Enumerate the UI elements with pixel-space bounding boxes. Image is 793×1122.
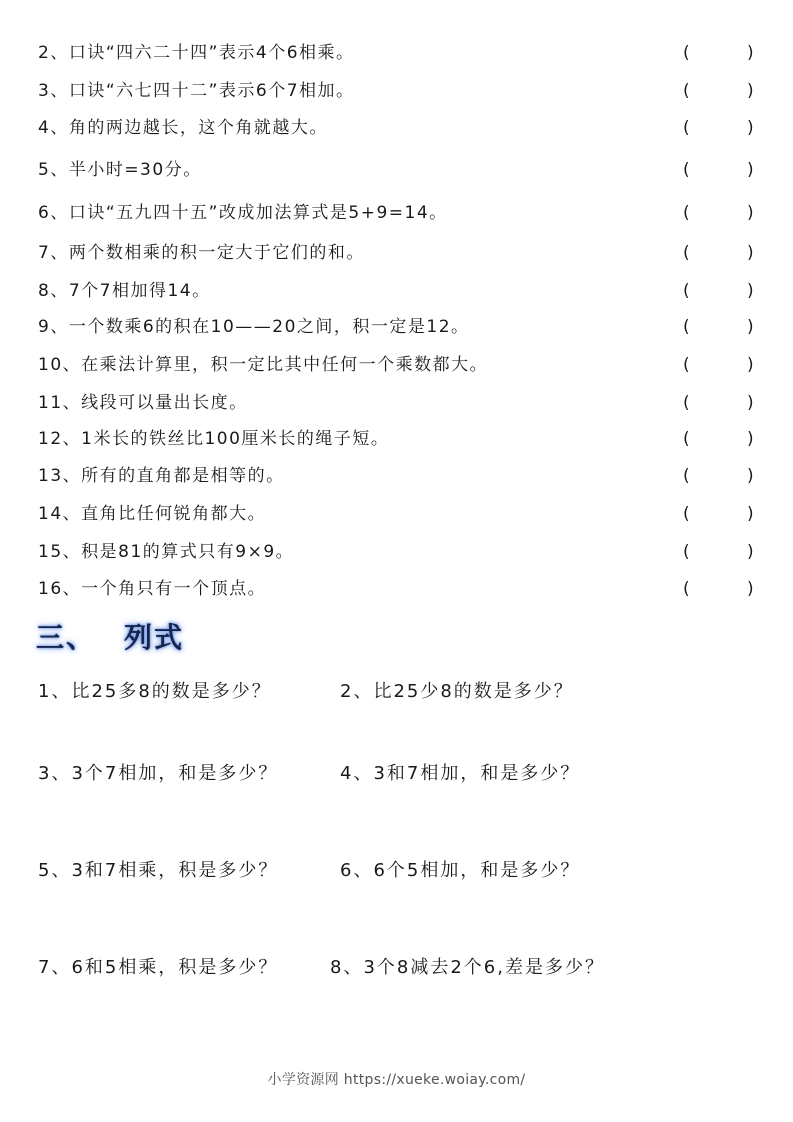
answer-paren-open: ( xyxy=(683,203,692,223)
tf-item xyxy=(38,390,758,416)
tf-item-text: 13、所有的直角都是相等的。 xyxy=(38,466,285,486)
tf-item xyxy=(38,539,758,565)
answer-paren-open: ( xyxy=(683,160,692,180)
question-item: 1、比25多8的数是多少？ xyxy=(38,681,272,702)
answer-paren-open: ( xyxy=(683,243,692,263)
answer-paren-close: ) xyxy=(747,160,756,180)
answer-paren-open: ( xyxy=(683,393,692,413)
answer-paren-close: ) xyxy=(747,355,756,375)
answer-paren-open: ( xyxy=(683,281,692,301)
section-title: 列式 xyxy=(124,621,185,654)
question-item: 7、6和5相乘，积是多少？ xyxy=(38,957,279,978)
answer-paren-open: ( xyxy=(683,81,692,101)
tf-item-text: 15、积是81的算式只有9×9。 xyxy=(38,542,295,562)
tf-item-text: 5、半小时=30分。 xyxy=(38,160,202,180)
question-item: 8、3个8减去2个6,差是多少？ xyxy=(330,957,605,978)
tf-item-text: 8、7个7相加得14。 xyxy=(38,281,211,301)
tf-item xyxy=(38,314,758,340)
tf-item-text: 4、角的两边越长，这个角就越大。 xyxy=(38,118,328,138)
tf-item-text: 12、1米长的铁丝比100厘米长的绳子短。 xyxy=(38,429,390,449)
tf-item-text: 2、口诀“四六二十四”表示4个6相乘。 xyxy=(38,43,355,63)
answer-paren-close: ) xyxy=(747,81,756,101)
tf-item xyxy=(38,426,758,452)
answer-paren-close: ) xyxy=(747,243,756,263)
tf-item xyxy=(38,352,758,378)
answer-paren-close: ) xyxy=(747,466,756,486)
tf-item xyxy=(38,200,758,226)
question-item: 3、3个7相加，和是多少？ xyxy=(38,763,279,784)
tf-item-text: 14、直角比任何锐角都大。 xyxy=(38,504,267,524)
tf-item xyxy=(38,240,758,266)
answer-paren-open: ( xyxy=(683,317,692,337)
question-item: 2、比25少8的数是多少？ xyxy=(340,681,574,702)
section-heading xyxy=(36,616,184,656)
question-item: 6、6个5相加，和是多少？ xyxy=(340,860,581,881)
answer-paren-close: ) xyxy=(747,393,756,413)
footer-watermark: 小学资源网 https://xueke.woiay.com/ xyxy=(267,1072,526,1088)
answer-paren-open: ( xyxy=(683,355,692,375)
tf-item xyxy=(38,278,758,304)
tf-item-text: 3、口诀“六七四十二”表示6个7相加。 xyxy=(38,81,355,101)
tf-item xyxy=(38,576,758,602)
answer-paren-open: ( xyxy=(683,43,692,63)
tf-item xyxy=(38,78,758,104)
section-number: 三、 xyxy=(36,621,97,654)
tf-item xyxy=(38,40,758,66)
answer-paren-open: ( xyxy=(683,542,692,562)
tf-item xyxy=(38,501,758,527)
answer-paren-close: ) xyxy=(747,579,756,599)
answer-paren-close: ) xyxy=(747,542,756,562)
tf-item xyxy=(38,157,758,183)
answer-paren-close: ) xyxy=(747,281,756,301)
answer-paren-close: ) xyxy=(747,118,756,138)
tf-item-text: 10、在乘法计算里，积一定比其中任何一个乘数都大。 xyxy=(38,355,489,375)
answer-paren-open: ( xyxy=(683,429,692,449)
tf-item-text: 16、一个角只有一个顶点。 xyxy=(38,579,267,599)
question-item: 5、3和7相乘，积是多少？ xyxy=(38,860,279,881)
answer-paren-close: ) xyxy=(747,203,756,223)
answer-paren-close: ) xyxy=(747,317,756,337)
answer-paren-close: ) xyxy=(747,43,756,63)
tf-item-text: 9、一个数乘6的积在10——20之间，积一定是12。 xyxy=(38,317,470,337)
answer-paren-close: ) xyxy=(747,504,756,524)
answer-paren-open: ( xyxy=(683,466,692,486)
answer-paren-open: ( xyxy=(683,504,692,524)
tf-item xyxy=(38,115,758,141)
tf-item-text: 11、线段可以量出长度。 xyxy=(38,393,248,413)
answer-paren-open: ( xyxy=(683,579,692,599)
tf-item xyxy=(38,463,758,489)
tf-item-text: 7、两个数相乘的积一定大于它们的和。 xyxy=(38,243,365,263)
answer-paren-close: ) xyxy=(747,429,756,449)
tf-item-text: 6、口诀“五九四十五”改成加法算式是5+9=14。 xyxy=(38,203,448,223)
question-item: 4、3和7相加，和是多少？ xyxy=(340,763,581,784)
answer-paren-open: ( xyxy=(683,118,692,138)
